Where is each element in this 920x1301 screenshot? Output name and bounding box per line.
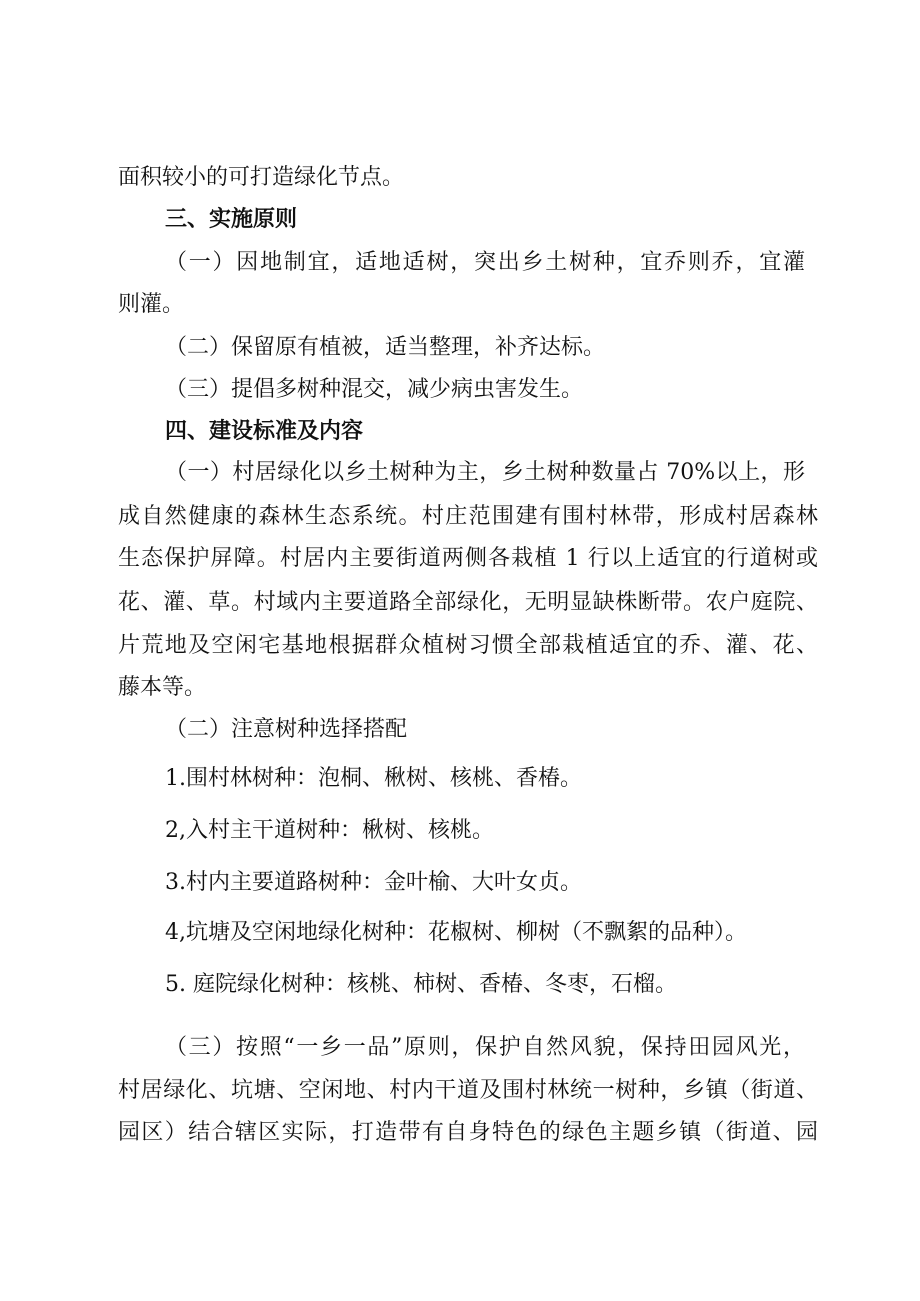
section-heading-3: 三、实施原则	[165, 207, 298, 232]
paragraph-line: （三）按照“一乡一品”原则，保护自然风貌，保持田园风光，	[165, 1035, 805, 1060]
paragraph-line: （一）村居绿化以乡土树种为主，乡土树种数量占 70%以上，形	[165, 460, 805, 485]
list-item: 4,坑塘及空闲地绿化树种：花椒树、柳树（不飘絮的品种）。	[165, 920, 747, 945]
paragraph-line: （二）保留原有植被，适当整理，补齐达标。	[165, 335, 606, 360]
list-item: 3.村内主要道路树种：金叶榆、大叶女贞。	[165, 870, 582, 895]
paragraph-line: 村居绿化、坑塘、空闲地、村内干道及围村林统一树种，乡镇（街道、	[118, 1078, 818, 1103]
paragraph-line: 藤本等。	[118, 675, 207, 700]
paragraph-line: 片荒地及空闲宅基地根据群众植树习惯全部栽植适宜的乔、灌、花、	[118, 633, 818, 658]
list-item: 1.围村林树种：泡桐、楸树、核桃、香椿。	[165, 766, 582, 791]
paragraph-line: （三）提倡多树种混交，减少病虫害发生。	[165, 377, 584, 402]
list-item: 5. 庭院绿化树种：核桃、柿树、香椿、冬枣，石榴。	[165, 972, 677, 997]
list-item: 2,入村主干道树种：楸树、核桃。	[165, 818, 494, 843]
paragraph-line: （二）注意树种选择搭配	[165, 717, 408, 742]
section-heading-4: 四、建设标准及内容	[165, 419, 364, 444]
paragraph-line: （一）因地制宜，适地适树，突出乡土树种，宜乔则乔，宜灌	[165, 250, 805, 275]
paragraph-line: 花、灌、草。村域内主要道路全部绿化，无明显缺株断带。农户庭院、	[118, 590, 818, 615]
paragraph-line: 则灌。	[118, 292, 185, 317]
paragraph-line: 生态保护屏障。村居内主要街道两侧各栽植 1 行以上适宜的行道树或	[118, 546, 818, 571]
paragraph-line: 成自然健康的森林生态系统。村庄范围建有围村林带，形成村居森林	[118, 504, 818, 529]
paragraph-line: 园区）结合辖区实际，打造带有自身特色的绿色主题乡镇（街道、园	[118, 1120, 818, 1145]
paragraph-line: 面积较小的可打造绿化节点。	[118, 165, 405, 190]
